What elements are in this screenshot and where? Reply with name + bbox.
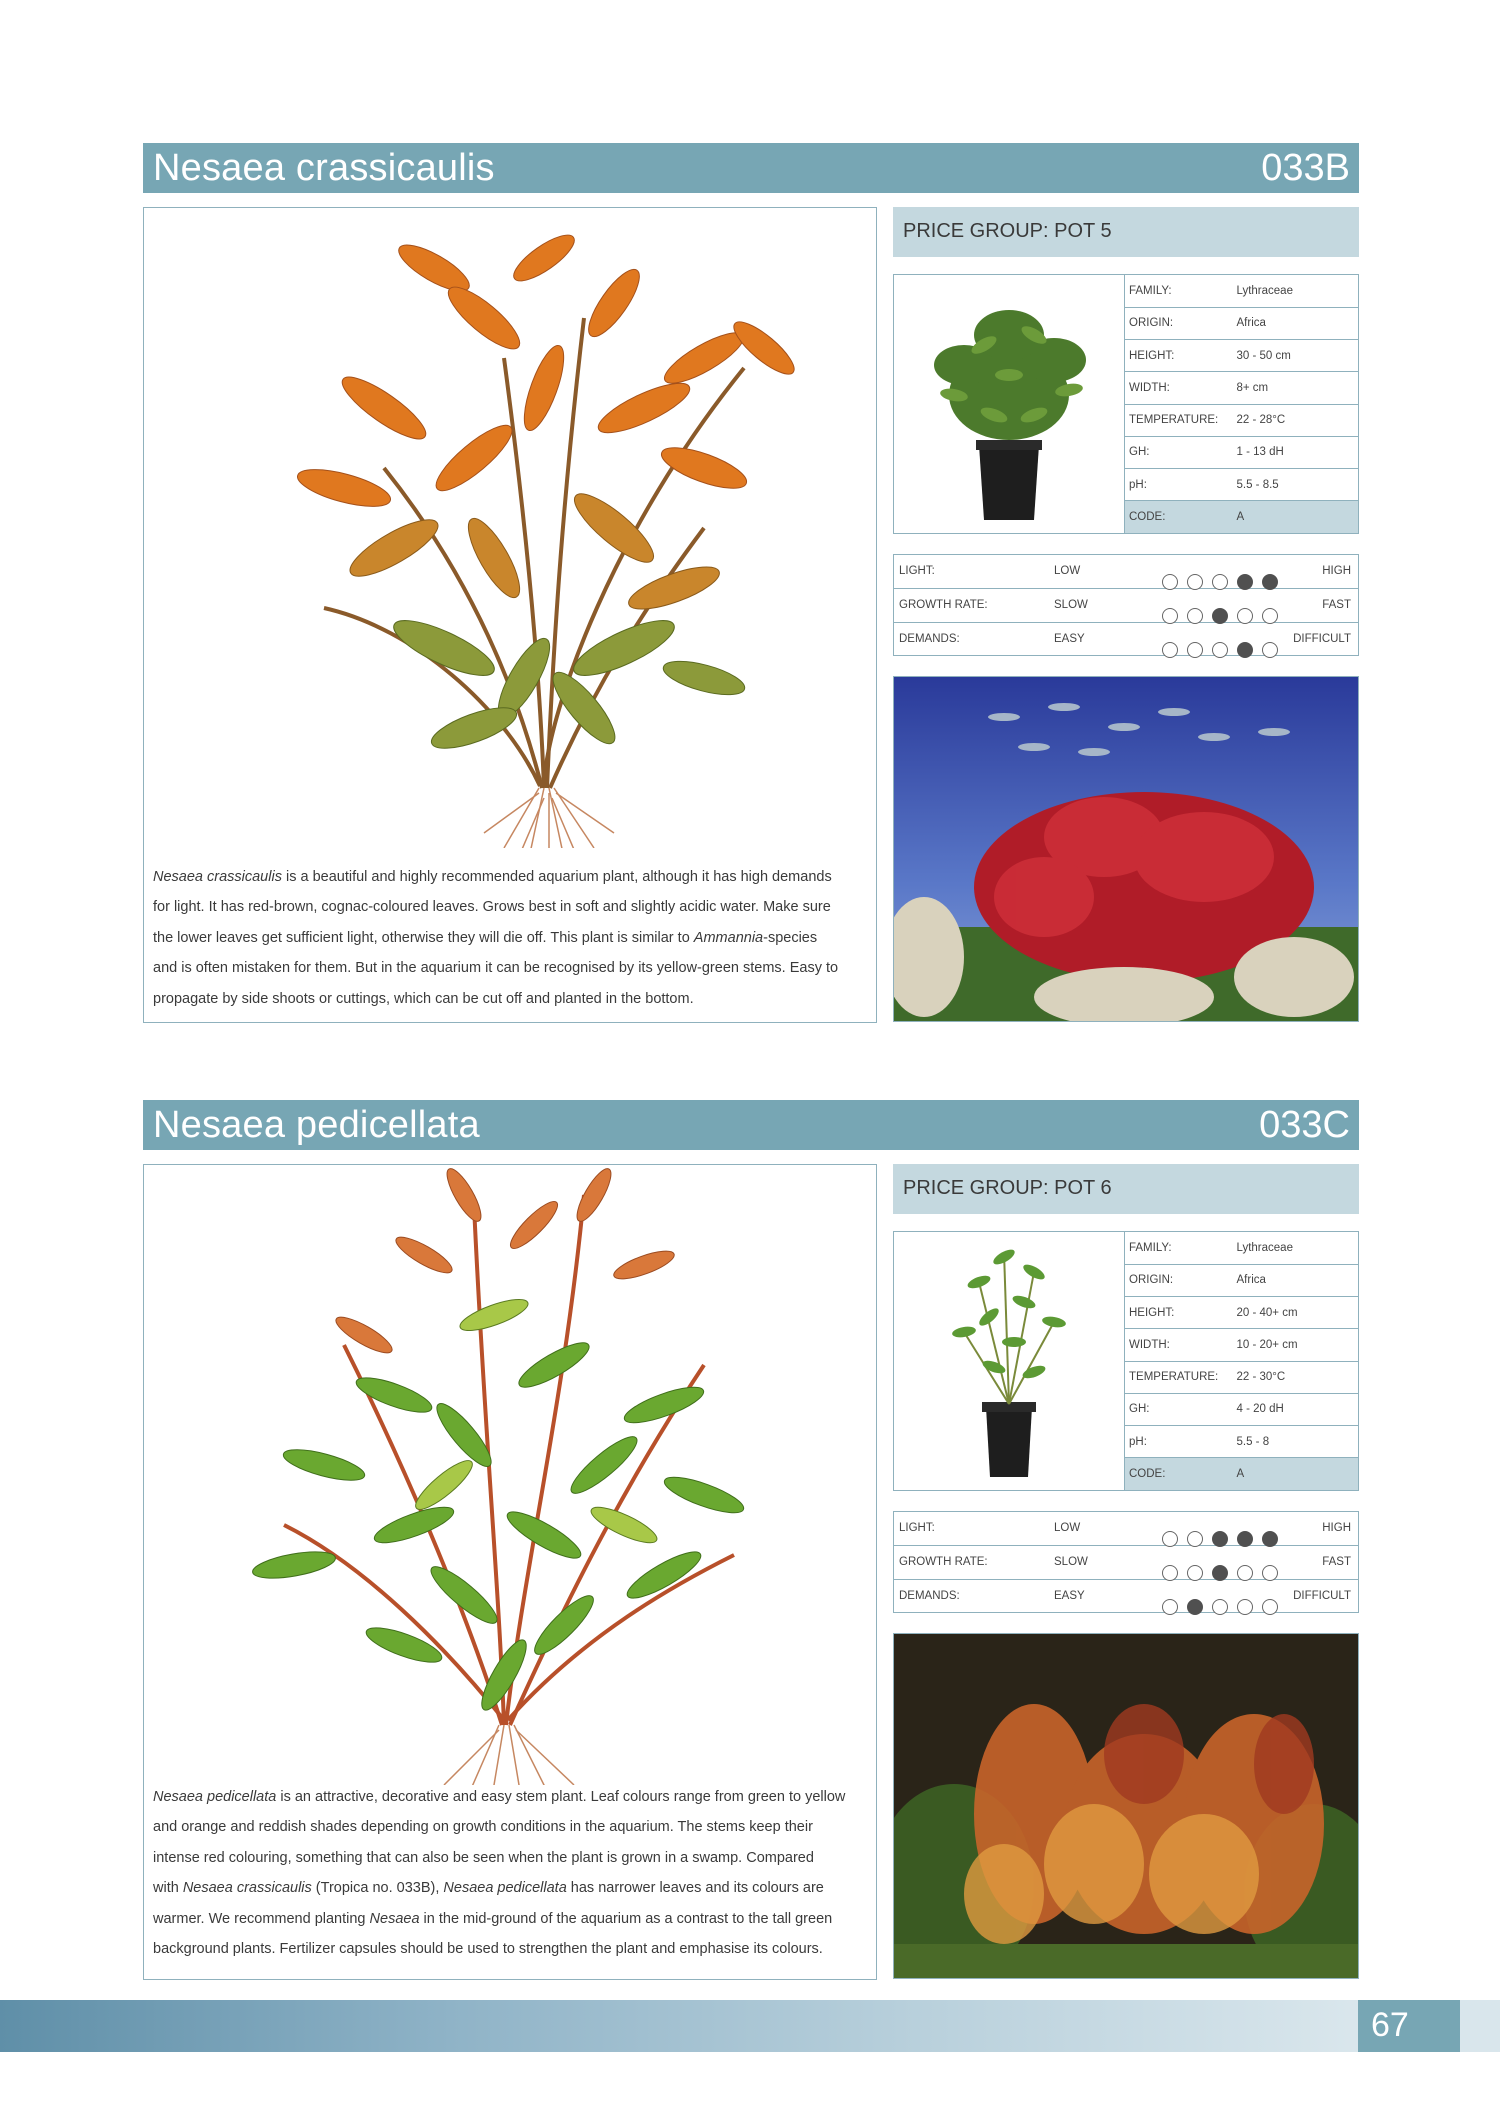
plant-description — [153, 862, 865, 1014]
empty-dot-icon — [1187, 642, 1203, 658]
price-group-label: PRICE GROUP: POT 5 — [903, 220, 1112, 242]
spec-row-width: WIDTH: 10 - 20+ cm — [1125, 1329, 1359, 1361]
spec-table — [1124, 275, 1358, 533]
description-line: intense red colouring, something that can also be seen when the plant is grown in a swamp. Compared — [153, 1849, 814, 1866]
empty-dot-icon — [1212, 1599, 1228, 1615]
rating-dots — [1162, 598, 1287, 614]
rating-row-demands: DEMANDS: EASY DIFFICULT — [894, 623, 1358, 657]
empty-dot-icon — [1162, 642, 1178, 658]
description-line: with Nesaea crassicaulis (Tropica no. 033B), Nesaea pedicellata has narrower leaves and its colours are — [153, 1880, 824, 1897]
spec-row-temperature: TEMPERATURE: 22 - 28°C — [1125, 404, 1359, 436]
description-line: for light. It has red-brown, cognac-coloured leaves. Grows best in soft and slightly acidic water. Make sure — [153, 899, 831, 916]
filled-dot-icon — [1237, 1531, 1253, 1547]
spec-row-code: CODE: A — [1125, 501, 1359, 533]
filled-dot-icon — [1212, 1565, 1228, 1581]
empty-dot-icon — [1162, 1531, 1178, 1547]
spec-row-ph: pH: 5.5 - 8 — [1125, 1426, 1359, 1458]
description-line: Nesaea crassicaulis is a beautiful and highly recommended aquarium plant, although it has high demands — [153, 869, 832, 885]
empty-dot-icon — [1262, 1599, 1278, 1615]
rating-dots — [1162, 1589, 1287, 1605]
empty-dot-icon — [1262, 642, 1278, 658]
description-line: and orange and reddish shades depending on growth conditions in the aquarium. The stems keep their — [153, 1819, 813, 1836]
plant-illustration-panel — [143, 1164, 877, 1980]
description-line: background plants. Fertilizer capsules should be used to strengthen the plant and emphasise its colours. — [153, 1941, 823, 1958]
plant-entry-2 — [143, 1100, 1359, 1980]
red-plant-aquarium-photo-icon — [894, 677, 1359, 1022]
plant-title-bar — [143, 1100, 1359, 1150]
empty-dot-icon — [1212, 574, 1228, 590]
empty-dot-icon — [1187, 574, 1203, 590]
spec-row-width: WIDTH: 8+ cm — [1125, 372, 1359, 404]
empty-dot-icon — [1187, 1565, 1203, 1581]
price-group-label: PRICE GROUP: POT 6 — [903, 1177, 1112, 1199]
spec-row-ph: pH: 5.5 - 8.5 — [1125, 469, 1359, 501]
rating-row-light: LIGHT: LOW HIGH — [894, 555, 1358, 589]
filled-dot-icon — [1262, 574, 1278, 590]
filled-dot-icon — [1212, 1531, 1228, 1547]
empty-dot-icon — [1237, 608, 1253, 624]
spec-row-height: HEIGHT: 20 - 40+ cm — [1125, 1297, 1359, 1329]
empty-dot-icon — [1262, 608, 1278, 624]
spec-row-family: FAMILY: Lythraceae — [1125, 1232, 1359, 1264]
page-number: 67 — [1371, 2006, 1409, 2044]
spec-row-gh: GH: 1 - 13 dH — [1125, 436, 1359, 468]
page-footer-band — [0, 2000, 1500, 2052]
filled-dot-icon — [1187, 1599, 1203, 1615]
spec-panel — [893, 1231, 1359, 1491]
plant-illustration-panel — [143, 207, 877, 1023]
filled-dot-icon — [1262, 1531, 1278, 1547]
plant-name: Nesaea crassicaulis — [153, 147, 495, 189]
plant-code: 033B — [1261, 147, 1350, 189]
page-number-box — [1358, 2000, 1460, 2052]
aquarium-photo-panel — [893, 676, 1359, 1022]
empty-dot-icon — [1187, 608, 1203, 624]
potted-plant-photo-icon — [894, 1232, 1124, 1490]
spec-row-family: FAMILY: Lythraceae — [1125, 275, 1359, 307]
aquarium-photo-panel — [893, 1633, 1359, 1979]
spec-row-origin: ORIGIN: Africa — [1125, 1264, 1359, 1296]
orange-plants-aquarium-photo-icon — [894, 1634, 1359, 1979]
spec-panel — [893, 274, 1359, 534]
rating-row-growth-rate: GROWTH RATE: SLOW FAST — [894, 1546, 1358, 1580]
spec-row-height: HEIGHT: 30 - 50 cm — [1125, 340, 1359, 372]
orange-stem-plant-illustration-icon — [144, 208, 877, 848]
price-group-banner — [893, 207, 1359, 257]
description-line: Nesaea pedicellata is an attractive, decorative and easy stem plant. Leaf colours range from green to yellow — [153, 1789, 846, 1805]
filled-dot-icon — [1237, 642, 1253, 658]
spec-row-origin: ORIGIN: Africa — [1125, 307, 1359, 339]
empty-dot-icon — [1237, 1599, 1253, 1615]
description-line: warmer. We recommend planting Nesaea in the mid-ground of the aquarium as a contrast to the tall green — [153, 1910, 833, 1927]
spec-row-gh: GH: 4 - 20 dH — [1125, 1393, 1359, 1425]
rating-row-demands: DEMANDS: EASY DIFFICULT — [894, 1580, 1358, 1614]
empty-dot-icon — [1162, 608, 1178, 624]
empty-dot-icon — [1212, 642, 1228, 658]
rating-dots — [1162, 564, 1287, 580]
rating-dots — [1162, 1521, 1287, 1537]
potted-plant-photo-icon — [894, 275, 1124, 533]
filled-dot-icon — [1237, 574, 1253, 590]
plant-description — [153, 1782, 865, 1964]
description-line: and is often mistaken for them. But in the aquarium it can be recognised by its yellow-green stems. Easy to — [153, 960, 839, 977]
description-line: propagate by side shoots or cuttings, which can be cut off and planted in the bottom. — [153, 990, 694, 1007]
empty-dot-icon — [1162, 1565, 1178, 1581]
ratings-panel — [893, 1511, 1359, 1613]
green-stem-plant-illustration-icon — [144, 1165, 877, 1785]
rating-row-light: LIGHT: LOW HIGH — [894, 1512, 1358, 1546]
rating-row-growth-rate: GROWTH RATE: SLOW FAST — [894, 589, 1358, 623]
ratings-panel — [893, 554, 1359, 656]
empty-dot-icon — [1262, 1565, 1278, 1581]
description-line: the lower leaves get sufficient light, otherwise they will die off. This plant is similar to Ammannia-species — [153, 929, 818, 946]
filled-dot-icon — [1212, 608, 1228, 624]
plant-name: Nesaea pedicellata — [153, 1104, 480, 1146]
plant-code: 033C — [1259, 1104, 1350, 1146]
empty-dot-icon — [1187, 1531, 1203, 1547]
plant-title-bar — [143, 143, 1359, 193]
spec-row-code: CODE: A — [1125, 1458, 1359, 1490]
spec-row-temperature: TEMPERATURE: 22 - 30°C — [1125, 1361, 1359, 1393]
rating-dots — [1162, 632, 1287, 648]
price-group-banner — [893, 1164, 1359, 1214]
empty-dot-icon — [1162, 574, 1178, 590]
spec-table — [1124, 1232, 1358, 1490]
empty-dot-icon — [1237, 1565, 1253, 1581]
plant-entry-1 — [143, 143, 1359, 1023]
rating-dots — [1162, 1555, 1287, 1571]
empty-dot-icon — [1162, 1599, 1178, 1615]
